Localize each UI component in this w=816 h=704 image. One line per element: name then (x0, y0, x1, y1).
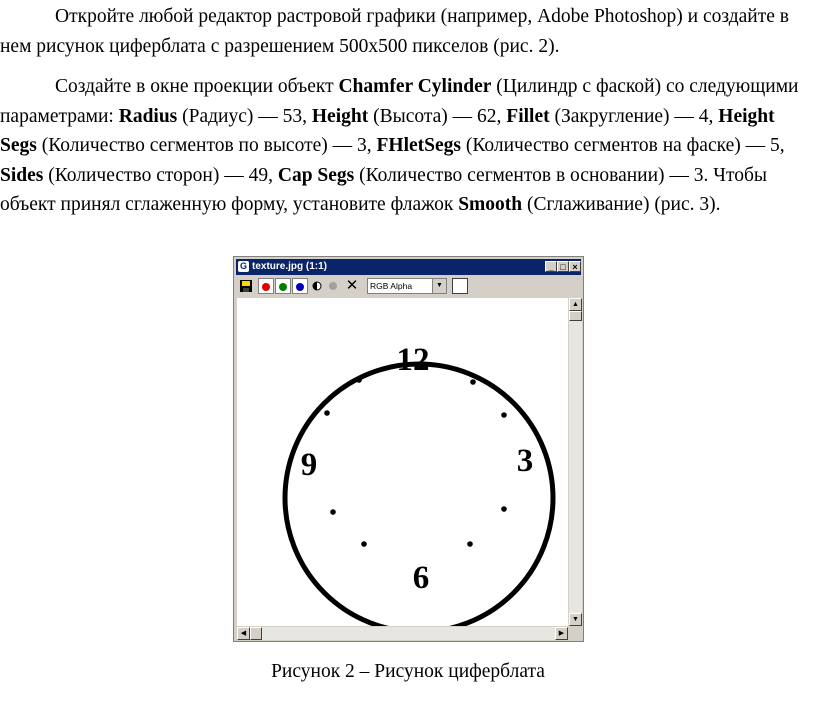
close-button[interactable]: × (569, 261, 581, 272)
channel-select[interactable] (367, 278, 447, 294)
term-height-segs: Height Segs (0, 105, 775, 156)
term-radius: Radius (118, 105, 178, 127)
hour-dot (330, 509, 336, 515)
text: (Сглаживание) (рис. 3). (522, 194, 721, 215)
scroll-thumb[interactable] (569, 311, 582, 321)
term-cap-segs: Cap Segs (277, 164, 355, 186)
maximize-button[interactable]: □ (557, 261, 569, 272)
horizontal-scrollbar[interactable] (237, 627, 568, 640)
clock-face (237, 298, 568, 626)
color-swatch[interactable] (452, 278, 468, 294)
hour-dot (356, 377, 362, 383)
vertical-scrollbar[interactable] (569, 298, 582, 626)
hour-dot (470, 379, 476, 385)
minimize-button[interactable]: _ (545, 261, 557, 272)
term-chamfer-cylinder: Chamfer Cylinder (338, 76, 492, 97)
channel-select-value: RGB Alpha (370, 281, 413, 291)
image-canvas (237, 298, 568, 626)
figure-caption: Рисунок 2 – Рисунок циферблата (271, 661, 545, 682)
parameters-paragraph (0, 72, 812, 220)
hour-dot (501, 412, 507, 418)
clock-number-12: 12 (396, 342, 430, 378)
gray-dot-icon (329, 282, 337, 290)
clock-number-6: 6 (412, 560, 430, 596)
x-icon: ✕ (345, 277, 359, 294)
text: (Радиус) — 53, (177, 105, 312, 127)
hour-dot (324, 410, 330, 416)
text: (Высота) — 62, (368, 105, 507, 127)
intro-paragraph: Откройте любой редактор растровой графики (например, Adobe Photoshop) и создайте в нем рисунок циферблата с разрешением 500х500 пикселов (рис. 2). (0, 6, 790, 57)
hour-dot (501, 506, 507, 512)
blue-dot-icon (296, 283, 304, 291)
scroll-left-button[interactable]: ◀ (237, 627, 250, 640)
save-icon (238, 278, 254, 294)
text: (Цилиндр с фаской) со следующими параметрами: (0, 76, 799, 127)
term-sides: Sides (0, 164, 44, 186)
clock-number-9: 9 (300, 447, 318, 483)
scroll-up-button[interactable]: ▲ (569, 298, 582, 311)
hscroll-thumb[interactable] (250, 627, 262, 640)
hour-dot (467, 541, 473, 547)
term-fillet-segs: FHletSegs (376, 135, 461, 156)
mono-channel-button[interactable] (310, 278, 324, 294)
text: (Количество сторон) — 49, (43, 164, 278, 186)
chevron-down-icon: ▼ (432, 279, 446, 293)
scroll-down-button[interactable]: ▼ (569, 613, 582, 626)
red-dot-icon (262, 283, 270, 291)
text: Создайте в окне проекции объект (55, 76, 339, 97)
toolbar (236, 276, 581, 296)
red-channel-button[interactable] (258, 278, 274, 294)
term-height: Height (311, 105, 369, 127)
text: (Количество сегментов на фаске) — 5, (460, 135, 785, 156)
clear-button[interactable] (344, 278, 360, 294)
text: (Закругление) — 4, (549, 105, 719, 127)
green-dot-icon (279, 283, 287, 291)
hour-dots (324, 377, 507, 547)
clock-number-3: 3 (516, 443, 534, 479)
texture-window (233, 256, 584, 642)
app-icon: G (239, 261, 247, 271)
window-titlebar[interactable] (236, 259, 581, 275)
text: (Количество сегментов в основании) — 3. Чтобы объект принял сглаженную форму, установите флажок (0, 164, 767, 215)
scroll-right-button[interactable]: ▶ (555, 627, 568, 640)
window-title: texture.jpg (1:1) (252, 261, 328, 272)
resize-grip[interactable] (569, 627, 582, 640)
blue-channel-button[interactable] (292, 278, 308, 294)
green-channel-button[interactable] (275, 278, 291, 294)
save-button[interactable] (238, 278, 254, 294)
half-circle-icon (310, 278, 324, 294)
alpha-channel-button[interactable] (326, 278, 340, 294)
term-fillet: Fillet (506, 105, 550, 127)
text: (Количество сегментов по высоте) — 3, (36, 135, 377, 156)
term-smooth: Smooth (458, 194, 523, 215)
hour-dot (361, 541, 367, 547)
